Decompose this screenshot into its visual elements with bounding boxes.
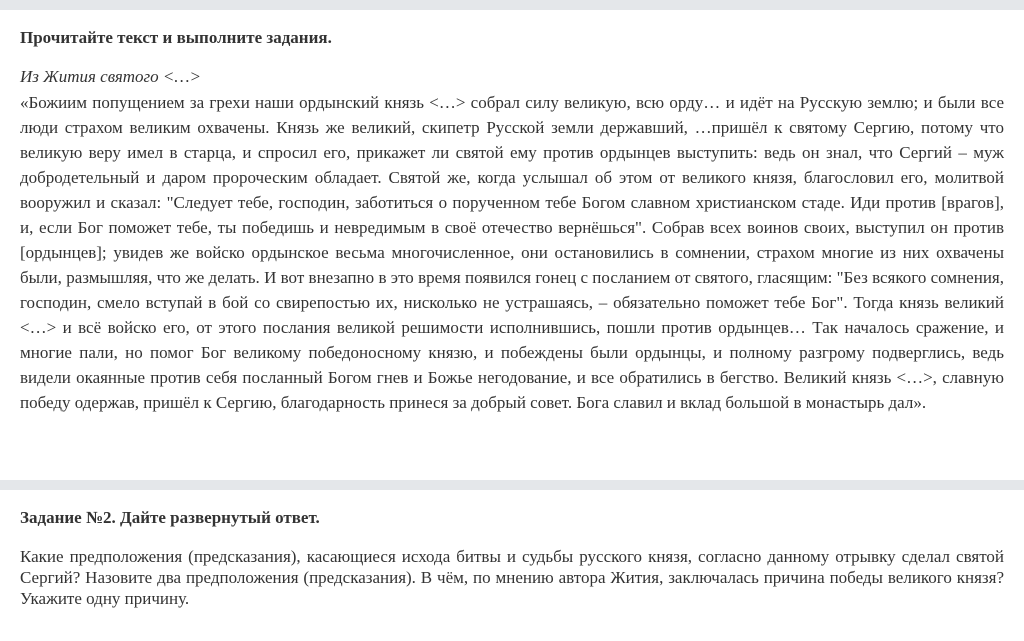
reading-instruction: Прочитайте текст и выполните задания. — [20, 28, 332, 47]
task-title: Задание №2. Дайте развернутый ответ. — [20, 508, 320, 527]
source-title: Из Жития святого <…> — [20, 67, 201, 86]
task-panel — [0, 490, 1024, 641]
passage-text: «Божиим попущением за грехи наши ордынский князь <…> собрал силу великую, всю орду… и идёт на Русскую землю; и были все люди страхом великим охвачены. Князь же великий, скипетр Русской земли державший, …пришёл к святому Сергию, потому что великую веру имел в старца, и спросил его, прикажет ли святой ему против ордынцев выступить: ведь он знал, что Сергий – муж добродетельный и даром пророческим обладает. Святой же, когда услышал об этом от великого князя, благословил его, молитвой вооружил и сказал: "Следует тебе, господин, заботиться о порученном тебе Богом славном христианском стаде. Иди против [врагов], и, если Бог поможет тебе, ты победишь и невредимым в своё отечество вернёшься". Собрав всех воинов своих, выступил он против [ордынцев]; увидев же войско ордынское весьма многочисленное, они остановились в сомнении, страхом многие из них охвачены были, размышляя, что же делать. И вот внезапно в это время появился гонец с посланием от святого, гласящим: "Без всякого сомнения, господин, смело вступай в бой со свирепостью их, нисколько не устрашаясь, – обязательно поможет тебе Бог". Тогда князь великий <…> и всё войско его, от этого послания великой решимости исполнившись, пошли против ордынцев… Так началось сражение, и многие пали, но помог Бог великому победоносному князю, и побеждены были ордынцы, и полному разгрому подверглись, ведь видели окаянные против себя посланный Богом гнев и Божье негодование, и все обратились в бегство. Великий князь <…>, славную победу одержав, пришёл к Сергию, благодарность принеся за добрый совет. Бога славил и вклад большой в монастырь дал». — [20, 93, 1004, 412]
reading-panel — [0, 10, 1024, 480]
task-question: Какие предположения (предсказания), касающиеся исхода битвы и судьбы русского князя, согласно данному отрывку сделал святой Сергий? Назовите два предположения (предсказания). В чём, по мнению автора Жития, заключалась причина победы великого князя? Укажите одну причину. — [20, 547, 1004, 608]
